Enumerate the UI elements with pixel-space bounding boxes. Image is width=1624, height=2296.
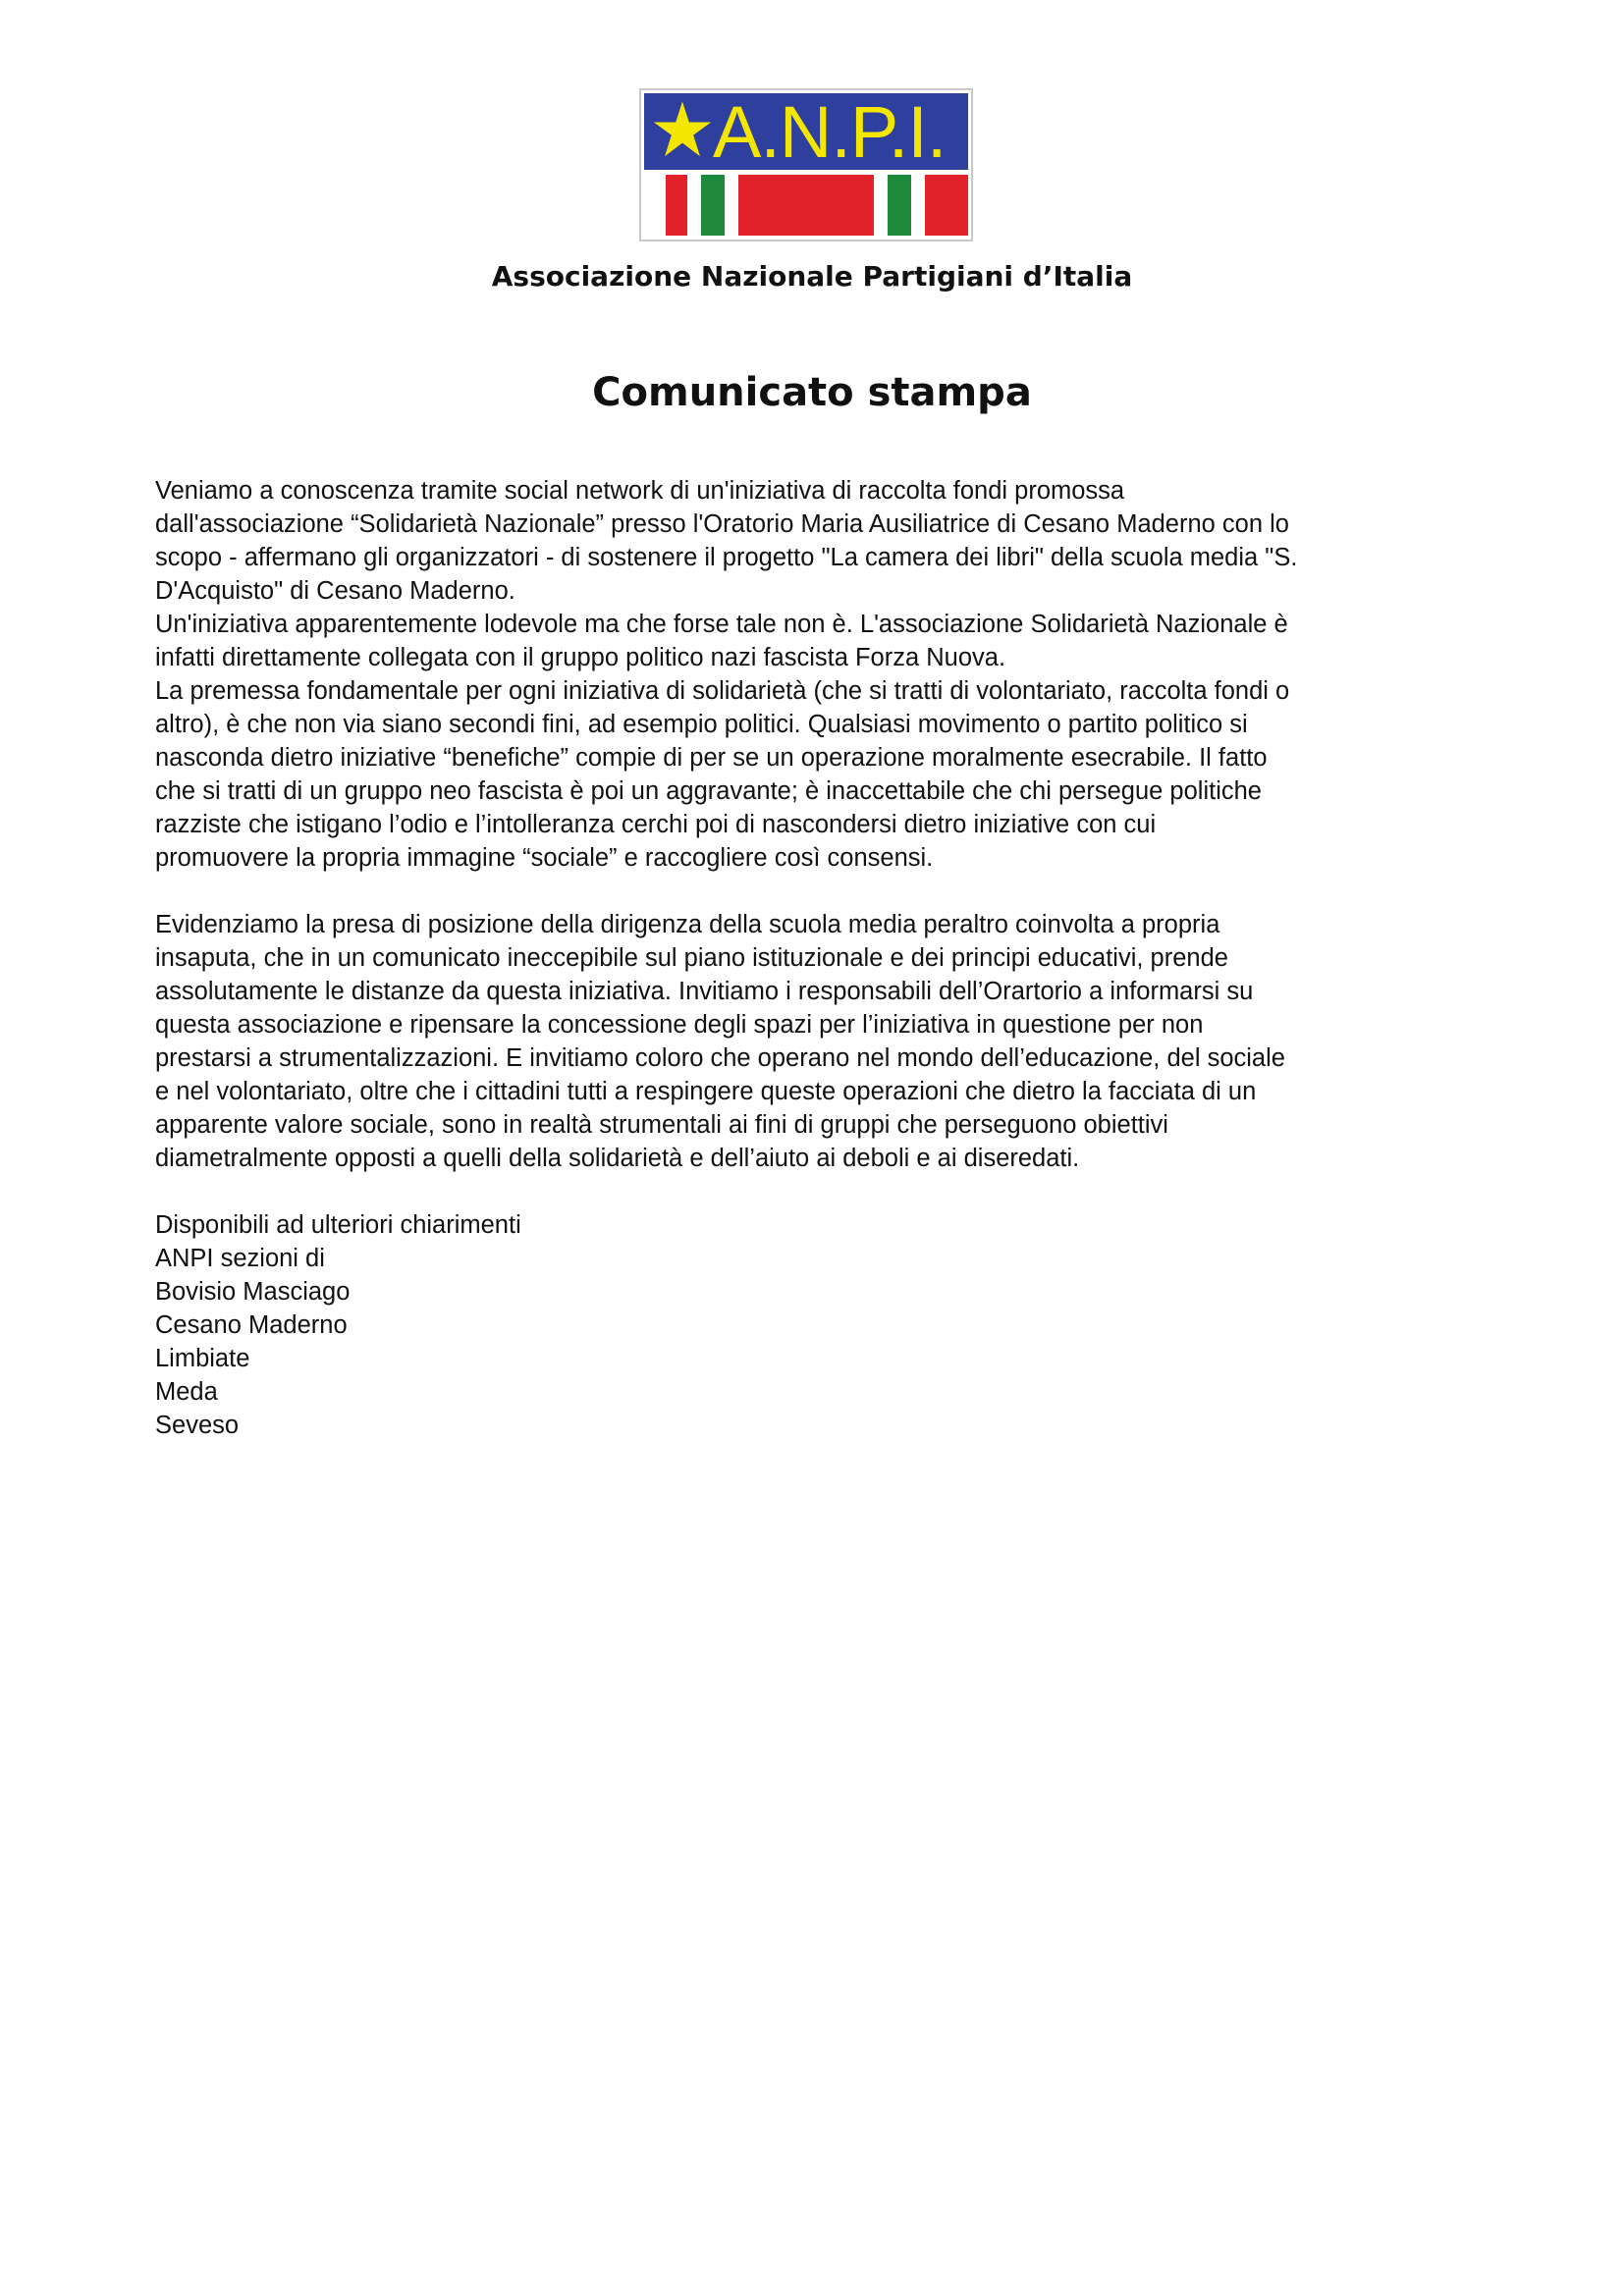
anpi-logo (639, 88, 973, 241)
logo-flag-band (644, 175, 968, 236)
star-icon (652, 99, 713, 160)
flag-stripe-white (911, 175, 925, 236)
flag-stripe-white (687, 175, 701, 236)
flag-stripe-white (725, 175, 738, 236)
section-name: Bovisio Masciago (155, 1278, 351, 1306)
paragraph-school-position (155, 908, 1490, 1175)
paragraph-association (155, 608, 1490, 674)
text-line: insaputa, che in un comunicato ineccepibile sul piano istituzionale e dei principi educativi, prende (155, 944, 1228, 972)
text-line: Evidenziamo la presa di posizione della dirigenza della scuola media peraltro coinvolta a propria (155, 911, 1220, 938)
star-shape (654, 101, 711, 156)
flag-stripe-green (701, 175, 725, 236)
press-release-body (155, 474, 1490, 1442)
closing-block (155, 1208, 1490, 1442)
text-line: Veniamo a conoscenza tramite social network di un'iniziativa di raccolta fondi promossa (155, 477, 1125, 505)
page-title: Comunicato stampa (592, 370, 1032, 415)
text-line: scopo - affermano gli organizzatori - di sostenere il progetto "La camera dei libri" della scuola media "S. (155, 544, 1298, 571)
text-line: questa associazione e ripensare la concessione degli spazi per l’iniziativa in questione per non (155, 1011, 1204, 1039)
text-line: promuovere la propria immagine “sociale” e raccogliere così consensi. (155, 844, 934, 872)
paragraph-spacer (155, 875, 1490, 908)
flag-stripe-white (874, 175, 888, 236)
logo-blue-band (644, 91, 968, 173)
paragraph-premise (155, 674, 1490, 875)
text-line: diametralmente opposti a quelli della solidarietà e dell’aiuto ai deboli e ai diseredati. (155, 1145, 1080, 1172)
signature-line: ANPI sezioni di (155, 1245, 325, 1272)
flag-stripe-red (666, 175, 687, 236)
section-name: Limbiate (155, 1345, 250, 1372)
text-line: apparente valore sociale, sono in realtà strumentali ai fini di gruppi che perseguono obiettivi (155, 1111, 1168, 1139)
flag-stripe-green (888, 175, 911, 236)
section-name: Cesano Maderno (155, 1311, 348, 1339)
organization-name: Associazione Nazionale Partigiani d’Italia (491, 260, 1133, 293)
text-line: prestarsi a strumentalizzazioni. E invitiamo coloro che operano nel mondo dell’educazione, del sociale (155, 1044, 1285, 1072)
paragraph-announcement (155, 474, 1490, 608)
text-line: D'Acquisto" di Cesano Maderno. (155, 577, 515, 605)
text-line: razziste che istigano l’odio e l’intolleranza cerchi poi di nascondersi dietro iniziative con cui (155, 811, 1157, 838)
flag-stripe-red (738, 175, 874, 236)
text-line: assolutamente le distanze da questa iniziativa. Invitiamo i responsabili dell’Orartorio a informarsi su (155, 978, 1254, 1005)
logo-text: A.N.P.I. (713, 91, 947, 173)
text-line: La premessa fondamentale per ogni iniziativa di solidarietà (che si tratti di volontariato, raccolta fondi o (155, 677, 1290, 705)
text-line: Un'iniziativa apparentemente lodevole ma che forse tale non è. L'associazione Solidarietà Nazionale è (155, 611, 1288, 638)
text-line: nasconda dietro iniziative “benefiche” compie di per se un operazione moralmente esecrabile. Il fatto (155, 744, 1268, 772)
text-line: infatti direttamente collegata con il gruppo politico nazi fascista Forza Nuova. (155, 644, 1006, 671)
paragraph-spacer (155, 1175, 1490, 1208)
availability-note: Disponibili ad ulteriori chiarimenti (155, 1211, 521, 1239)
text-line: dall'associazione “Solidarietà Nazionale” presso l'Oratorio Maria Ausiliatrice di Cesano Maderno con lo (155, 510, 1289, 538)
section-name: Seveso (155, 1412, 240, 1439)
flag-stripe-white (644, 175, 666, 236)
section-name: Meda (155, 1378, 218, 1406)
flag-stripe-red (925, 175, 968, 236)
text-line: che si tratti di un gruppo neo fascista è poi un aggravante; è inaccettabile che chi persegue politiche (155, 777, 1262, 805)
text-line: e nel volontariato, oltre che i cittadini tutti a respingere queste operazioni che dietro la facciata di un (155, 1078, 1257, 1105)
text-line: altro), è che non via siano secondi fini, ad esempio politici. Qualsiasi movimento o partito politico si (155, 711, 1248, 738)
